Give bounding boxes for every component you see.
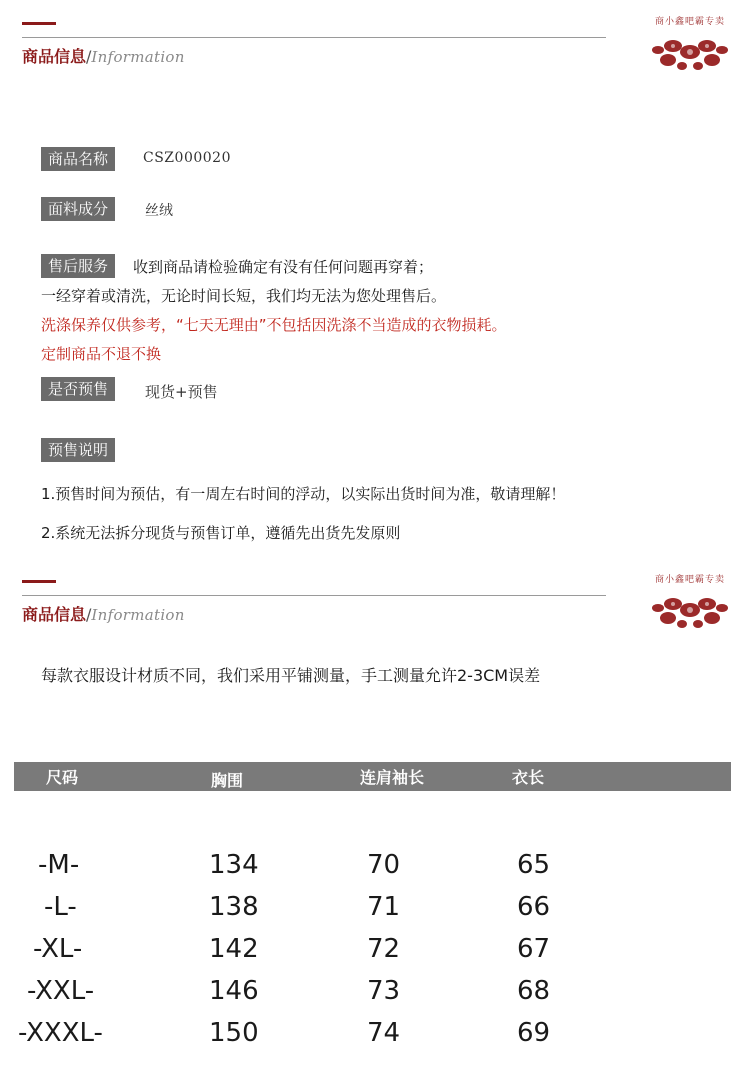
floral-knot-icon	[640, 28, 740, 78]
section-accent-bar	[22, 580, 56, 583]
section-title	[22, 44, 185, 67]
section-title	[22, 602, 185, 625]
table-cell-sleeve: 73	[367, 976, 401, 1006]
section-title-en: Information	[91, 48, 185, 66]
after-sales-label: 售后服务	[41, 254, 115, 278]
table-cell-sleeve: 72	[367, 934, 401, 964]
product-name-label: 商品名称	[41, 147, 115, 171]
table-cell-chest: 138	[209, 892, 259, 922]
presale-note-label: 预售说明	[41, 438, 115, 462]
after-sales-line-2: 一经穿着或清洗，无论时间长短，我们均无法为您处理售后。	[41, 287, 447, 305]
section-title-cn: 商品信息	[22, 47, 87, 66]
table-cell-sleeve: 71	[367, 892, 401, 922]
measurement-note: 每款衣服设计材质不同，我们采用平铺测量，手工测量允许2-3CM误差	[41, 666, 541, 685]
table-cell-length: 67	[517, 934, 551, 964]
table-cell-size: -M-	[38, 850, 80, 880]
brand-seal-text: 商小鑫吧霸专卖	[654, 17, 725, 27]
table-cell-chest: 150	[209, 1018, 259, 1048]
brand-logo	[640, 14, 740, 74]
after-sales-line-4: 定制商品不退不换	[41, 345, 162, 363]
section-accent-bar	[22, 22, 56, 25]
size-table-header-chest: 胸围	[211, 771, 244, 790]
size-table-header-size: 尺码	[46, 768, 79, 787]
fabric-value: 丝绒	[145, 203, 173, 219]
table-cell-length: 65	[517, 850, 551, 880]
product-name-value: CSZ000020	[143, 150, 231, 166]
section-title-slash: /	[86, 605, 92, 624]
table-cell-length: 66	[517, 892, 551, 922]
section-title-cn: 商品信息	[22, 605, 87, 624]
table-cell-size: -XL-	[33, 934, 83, 964]
section-divider	[22, 595, 606, 596]
section-divider	[22, 37, 606, 38]
table-cell-sleeve: 74	[367, 1018, 401, 1048]
table-cell-chest: 146	[209, 976, 259, 1006]
brand-seal-text: 商小鑫吧霸专卖	[654, 575, 725, 585]
after-sales-line-3: 洗涤保养仅供参考，“七天无理由”不包括因洗涤不当造成的衣物损耗。	[41, 316, 507, 334]
section-title-en: Information	[91, 606, 185, 624]
table-cell-chest: 142	[209, 934, 259, 964]
table-cell-sleeve: 70	[367, 850, 401, 880]
table-cell-chest: 134	[209, 850, 259, 880]
brand-logo	[640, 572, 740, 632]
table-cell-size: -XXXL-	[18, 1018, 103, 1048]
after-sales-line-1: 收到商品请检验确定有没有任何问题再穿着；	[133, 258, 434, 276]
presale-value: 现货+预售	[145, 383, 218, 401]
presale-label: 是否预售	[41, 377, 115, 401]
fabric-label: 面料成分	[41, 197, 115, 221]
size-table-header-length: 衣长	[512, 768, 545, 787]
table-cell-length: 69	[517, 1018, 551, 1048]
presale-note-2: 2.系统无法拆分现货与预售订单，遵循先出货先发原则	[41, 524, 401, 542]
section-title-slash: /	[86, 47, 92, 66]
presale-note-1: 1.预售时间为预估，有一周左右时间的浮动，以实际出货时间为准，敬请理解！	[41, 485, 566, 503]
table-cell-size: -L-	[44, 892, 77, 922]
floral-knot-icon	[640, 586, 740, 636]
table-cell-length: 68	[517, 976, 551, 1006]
table-cell-size: -XXL-	[27, 976, 95, 1006]
size-table-header-sleeve: 连肩袖长	[360, 768, 425, 787]
